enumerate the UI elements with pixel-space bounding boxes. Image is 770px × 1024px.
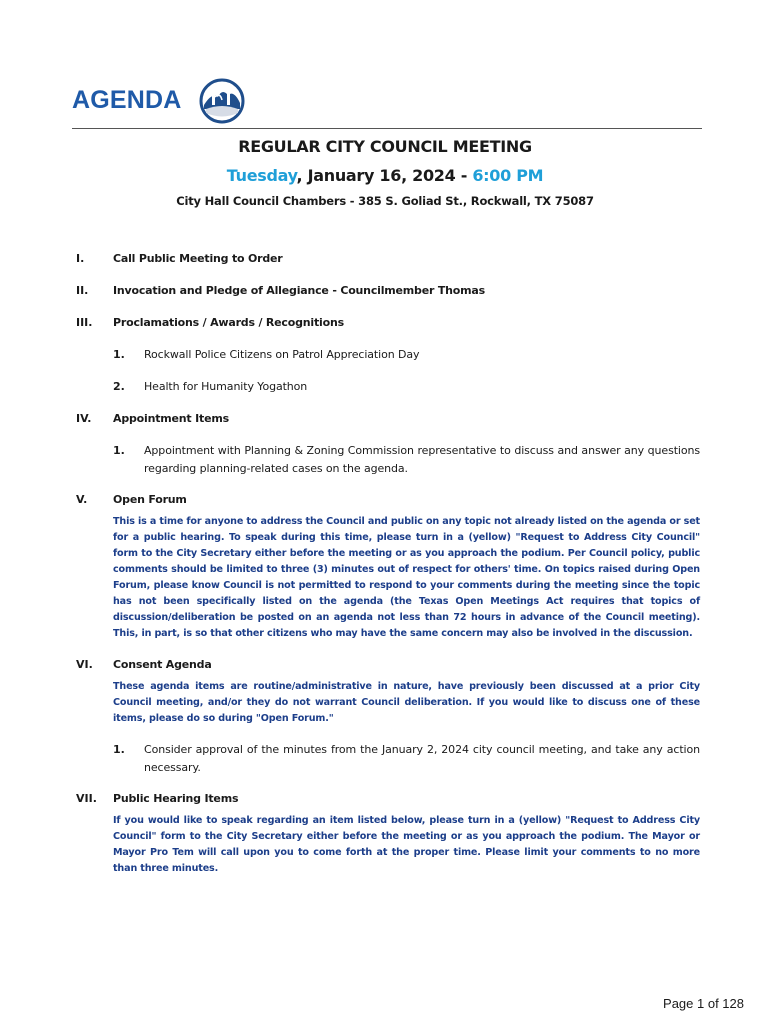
section-number: II.	[76, 284, 89, 297]
section-title: Proclamations / Awards / Recognitions	[113, 316, 344, 329]
item-number: 1.	[113, 444, 125, 457]
section-title: Consent Agenda	[113, 658, 212, 671]
section-title: Invocation and Pledge of Allegiance - Councilmember Thomas	[113, 284, 485, 297]
section-number: VI.	[76, 658, 93, 671]
meeting-date: , January 16, 2024 -	[296, 166, 473, 185]
agenda-item-text: Appointment with Planning & Zoning Commission representative to discuss and answer any questions regarding planning-related cases on the agenda.	[144, 444, 700, 475]
agenda-item-text: Health for Humanity Yogathon	[144, 380, 308, 393]
section-number: V.	[76, 493, 88, 506]
section-number: IV.	[76, 412, 92, 425]
section-number: I.	[76, 252, 85, 265]
meeting-day: Tuesday	[226, 166, 297, 185]
public-hearing-note: If you would like to speak regarding an item listed below, please turn in a (yellow) "Request to Address City Council" form to the City Secretary either before the meeting or as you approach the podium. The Mayor or Mayor Pro Tem will call upon you to come forth at the proper time. Please limit your comments to no more than three minutes.	[113, 815, 700, 874]
section-title: Open Forum	[113, 493, 187, 506]
meeting-datetime	[0, 166, 770, 185]
item-number: 1.	[113, 743, 125, 756]
meeting-time: 6:00 PM	[472, 166, 544, 185]
open-forum-note: This is a time for anyone to address the Council and public on any topic not already listed on the agenda or set for a public hearing. To speak during this time, please turn in a (yellow) "Request to Address City Council" form to the City Secretary either before the meeting or as you approach the podium. Per Council policy, public comments should be limited to three (3) minutes out of respect for others' time. On topics raised during Open Forum, please know Council is not permitted to respond to your comments during the meeting since the topic has not been specifically listed on the agenda (the Texas Open Meetings Act requires that topics of discussion/deliberation be posted on an agenda not less than 72 hours in advance of the Council meeting). This, in part, is so that other citizens who may have the same concern may also be involved in the discussion.	[113, 516, 700, 639]
meeting-location: City Hall Council Chambers - 385 S. Goliad St., Rockwall, TX 75087	[176, 194, 594, 208]
section-title: Appointment Items	[113, 412, 229, 425]
agenda-heading: AGENDA	[72, 86, 182, 114]
agenda-item-text: Consider approval of the minutes from the January 2, 2024 city council meeting, and take any action necessary.	[144, 743, 700, 774]
agenda-item-text: Rockwall Police Citizens on Patrol Appreciation Day	[144, 348, 420, 361]
section-number: VII.	[76, 792, 97, 805]
header-divider	[72, 128, 702, 129]
consent-agenda-note: These agenda items are routine/administrative in nature, have previously been discussed at a prior City Council meeting, and/or they do not warrant Council deliberation. If you would like to discuss one of these items, please do so during "Open Forum."	[113, 681, 700, 724]
section-title: Public Hearing Items	[113, 792, 239, 805]
city-seal-logo	[198, 78, 246, 124]
item-number: 2.	[113, 380, 125, 393]
section-number: III.	[76, 316, 93, 329]
page-number: Page 1 of 128	[663, 996, 744, 1011]
item-number: 1.	[113, 348, 125, 361]
section-title: Call Public Meeting to Order	[113, 252, 283, 265]
meeting-title: REGULAR CITY COUNCIL MEETING	[238, 137, 532, 156]
